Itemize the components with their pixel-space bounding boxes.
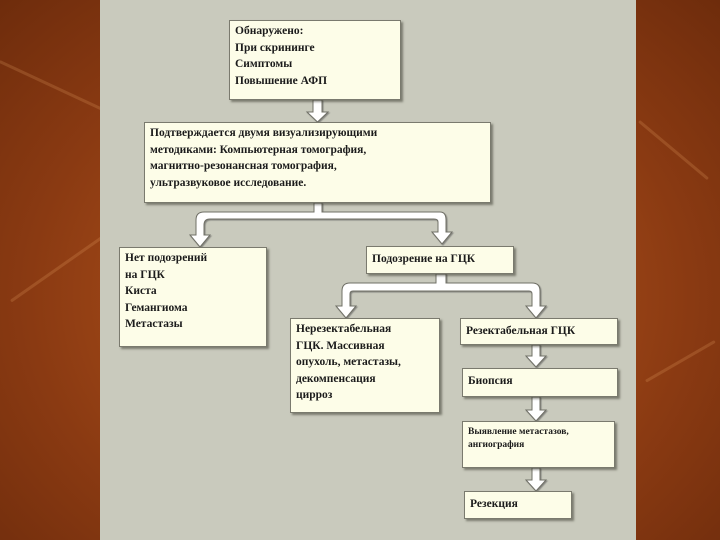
arrow-resectable-to-biopsy (526, 345, 546, 367)
biopsy-box: Биопсия (462, 368, 618, 397)
metastases-detection-box: Выявление метастазов, ангиография (462, 421, 615, 468)
resection-box: Резекция (464, 491, 572, 519)
arrow-biopsy-to-metastases (526, 397, 546, 421)
bg-decor-streak (10, 231, 110, 302)
diagram-panel (100, 0, 636, 540)
suspicion-box: Подозрение на ГЦК (366, 246, 514, 274)
arrow-detected-to-confirmed (307, 100, 328, 122)
arrow-confirmed-split (190, 203, 452, 247)
bg-decor-streak (645, 340, 716, 383)
no-suspicion-box: Нет подозрений на ГЦК Киста Гемангиома Метастазы (119, 247, 267, 347)
detected-box: Обнаружено: При скрининге Симптомы Повышение АФП (229, 20, 401, 100)
resectable-box: Резектабельная ГЦК (460, 318, 618, 345)
unresectable-box: Нерезектабельная ГЦК. Массивная опухоль, метастазы, декомпенсация цирроз (290, 318, 440, 413)
bg-decor-streak (638, 120, 709, 180)
arrow-metastases-to-resection (526, 468, 546, 491)
arrow-suspicion-split (336, 274, 546, 318)
confirmed-box: Подтверждается двумя визуализирующими методиками: Компьютерная томография, магнитно-резонансная томография, ультразвуковое исследование. (144, 122, 491, 203)
